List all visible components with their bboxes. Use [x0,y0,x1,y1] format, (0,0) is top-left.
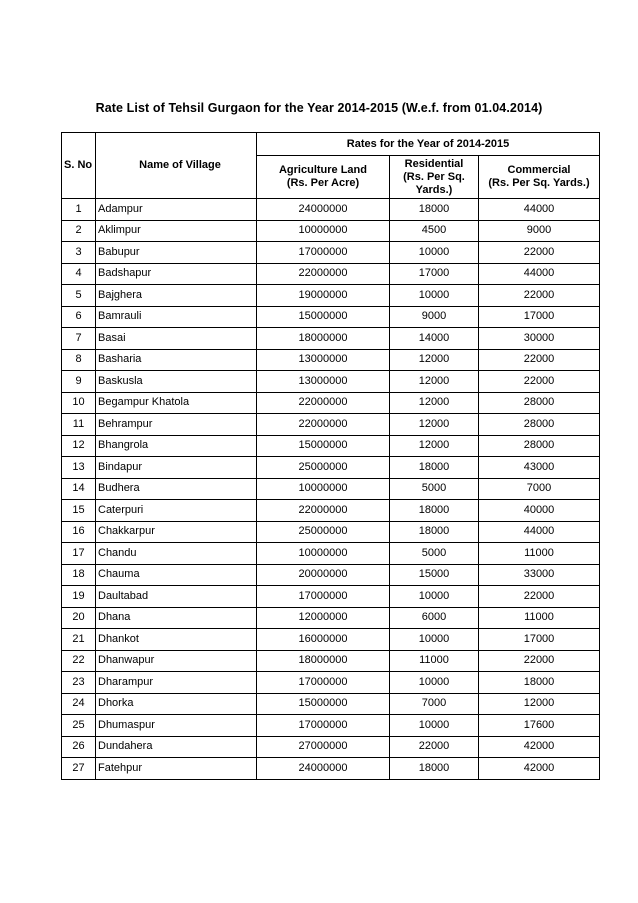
table-row [62,220,600,242]
commercial-rate-cell: 30000 [479,328,600,350]
commercial-rate-cell: 9000 [479,220,600,242]
agriculture-rate-cell: 22000000 [257,414,390,436]
agriculture-rate-cell: 17000000 [257,242,390,264]
agriculture-rate-cell: 20000000 [257,564,390,586]
serial-number-cell: 10 [62,392,96,414]
residential-header-line2: (Rs. Per Sq. [403,170,465,183]
table-row [62,349,600,371]
residential-rate-cell: 15000 [390,564,479,586]
residential-rate-cell: 10000 [390,715,479,737]
agriculture-rate-cell: 12000000 [257,607,390,629]
commercial-rate-cell: 22000 [479,242,600,264]
commercial-rate-cell: 22000 [479,586,600,608]
residential-rate-cell: 5000 [390,543,479,565]
serial-number-cell: 20 [62,607,96,629]
commercial-rate-cell: 44000 [479,199,600,221]
table-row [62,263,600,285]
serial-number-cell: 23 [62,672,96,694]
table-row [62,457,600,479]
table-row [62,371,600,393]
agriculture-rate-cell: 10000000 [257,543,390,565]
agriculture-rate-cell: 18000000 [257,650,390,672]
village-name-cell: Dhumaspur [96,715,257,737]
residential-rate-cell: 5000 [390,478,479,500]
commercial-rate-cell: 17600 [479,715,600,737]
residential-rate-cell: 4500 [390,220,479,242]
rate-table-body [62,199,600,780]
commercial-rate-cell: 42000 [479,736,600,758]
village-name-cell: Budhera [96,478,257,500]
residential-rate-cell: 12000 [390,392,479,414]
serial-number-cell: 11 [62,414,96,436]
serial-number-cell: 17 [62,543,96,565]
commercial-rate-cell: 17000 [479,629,600,651]
village-name-cell: Behrampur [96,414,257,436]
rates-group-header: Rates for the Year of 2014-2015 [257,133,600,156]
serial-number-cell: 6 [62,306,96,328]
village-name-cell: Bajghera [96,285,257,307]
table-row [62,285,600,307]
table-row [62,500,600,522]
residential-rate-cell: 18000 [390,500,479,522]
agriculture-rate-cell: 22000000 [257,500,390,522]
residential-rate-cell: 9000 [390,306,479,328]
agriculture-rate-cell: 10000000 [257,220,390,242]
agriculture-rate-cell: 10000000 [257,478,390,500]
residential-rate-cell: 11000 [390,650,479,672]
agriculture-rate-cell: 19000000 [257,285,390,307]
agriculture-header-line2: (Rs. Per Acre) [286,177,360,189]
residential-rate-cell: 18000 [390,457,479,479]
agriculture-rate-cell: 22000000 [257,263,390,285]
table-row [62,328,600,350]
agriculture-rate-cell: 17000000 [257,586,390,608]
table-row [62,414,600,436]
agriculture-rate-cell: 15000000 [257,435,390,457]
commercial-rate-cell: 22000 [479,371,600,393]
village-name-cell: Basharia [96,349,257,371]
residential-rate-cell: 12000 [390,371,479,393]
serial-number-cell: 5 [62,285,96,307]
village-name-cell: Baskusla [96,371,257,393]
residential-rate-cell: 22000 [390,736,479,758]
village-name-cell: Dundahera [96,736,257,758]
agriculture-rate-cell: 22000000 [257,392,390,414]
table-row [62,650,600,672]
serial-number-cell: 13 [62,457,96,479]
serial-number-cell: 9 [62,371,96,393]
table-row [62,564,600,586]
table-row [62,693,600,715]
commercial-rate-cell: 11000 [479,607,600,629]
commercial-rate-cell: 40000 [479,500,600,522]
agriculture-rate-cell: 24000000 [257,199,390,221]
serial-number-cell: 27 [62,758,96,780]
village-name-cell: Chakkarpur [96,521,257,543]
serial-number-cell: 25 [62,715,96,737]
agriculture-rate-cell: 18000000 [257,328,390,350]
table-row [62,758,600,780]
table-row [62,306,600,328]
agriculture-rate-cell: 15000000 [257,306,390,328]
rate-table [61,132,600,780]
village-name-cell: Basai [96,328,257,350]
table-row [62,435,600,457]
village-name-cell: Bhangrola [96,435,257,457]
serial-number-cell: 8 [62,349,96,371]
residential-header-line1: Residential [404,157,464,170]
table-row [62,672,600,694]
agriculture-rate-cell: 15000000 [257,693,390,715]
residential-rate-cell: 12000 [390,349,479,371]
village-name-cell: Begampur Khatola [96,392,257,414]
village-name-cell: Babupur [96,242,257,264]
residential-rate-cell: 17000 [390,263,479,285]
commercial-rate-cell: 17000 [479,306,600,328]
serial-number-cell: 1 [62,199,96,221]
residential-rate-cell: 10000 [390,242,479,264]
residential-rate-cell: 6000 [390,607,479,629]
residential-rate-cell: 14000 [390,328,479,350]
residential-header [390,156,479,199]
residential-rate-cell: 18000 [390,521,479,543]
serial-number-cell: 4 [62,263,96,285]
residential-header-line3: Yards.) [415,183,453,196]
serial-number-cell: 21 [62,629,96,651]
agriculture-rate-cell: 13000000 [257,349,390,371]
header-row-top [62,133,600,156]
commercial-rate-cell: 33000 [479,564,600,586]
table-row [62,715,600,737]
village-name-cell: Badshapur [96,263,257,285]
village-name-cell: Caterpuri [96,500,257,522]
residential-rate-cell: 12000 [390,435,479,457]
serial-number-cell: 12 [62,435,96,457]
serial-number-cell: 18 [62,564,96,586]
residential-rate-cell: 18000 [390,199,479,221]
agriculture-rate-cell: 13000000 [257,371,390,393]
agriculture-rate-cell: 17000000 [257,715,390,737]
serial-number-cell: 16 [62,521,96,543]
document-title: Rate List of Tehsil Gurgaon for the Year 2014-2015 (W.e.f. from 01.04.2014) [95,101,543,115]
agriculture-header-line1: Agriculture Land [278,164,367,176]
commercial-rate-cell: 18000 [479,672,600,694]
agriculture-header [257,156,390,199]
serial-number-cell: 2 [62,220,96,242]
commercial-rate-cell: 7000 [479,478,600,500]
residential-rate-cell: 10000 [390,629,479,651]
commercial-rate-cell: 43000 [479,457,600,479]
commercial-header-line2: (Rs. Per Sq. Yards.) [488,177,590,189]
table-row [62,543,600,565]
serial-number-cell: 15 [62,500,96,522]
table-row [62,199,600,221]
serial-number-cell: 7 [62,328,96,350]
agriculture-rate-cell: 25000000 [257,521,390,543]
village-name-cell: Dhana [96,607,257,629]
village-name-cell: Dhorka [96,693,257,715]
commercial-header-line1: Commercial [507,164,571,176]
village-name-cell: Chandu [96,543,257,565]
table-row [62,586,600,608]
serial-number-cell: 3 [62,242,96,264]
commercial-rate-cell: 44000 [479,263,600,285]
village-header: Name of Village [96,133,257,199]
agriculture-rate-cell: 25000000 [257,457,390,479]
commercial-rate-cell: 22000 [479,650,600,672]
village-name-cell: Adampur [96,199,257,221]
commercial-rate-cell: 28000 [479,414,600,436]
residential-rate-cell: 10000 [390,285,479,307]
residential-rate-cell: 10000 [390,672,479,694]
village-name-cell: Aklimpur [96,220,257,242]
table-row [62,607,600,629]
commercial-rate-cell: 42000 [479,758,600,780]
village-name-cell: Dharampur [96,672,257,694]
village-name-cell: Daultabad [96,586,257,608]
serial-number-cell: 14 [62,478,96,500]
village-name-cell: Dhanwapur [96,650,257,672]
serial-number-cell: 26 [62,736,96,758]
residential-rate-cell: 18000 [390,758,479,780]
table-row [62,242,600,264]
table-row [62,392,600,414]
residential-rate-cell: 7000 [390,693,479,715]
commercial-header [479,156,600,199]
table-row [62,629,600,651]
residential-rate-cell: 10000 [390,586,479,608]
commercial-rate-cell: 11000 [479,543,600,565]
agriculture-rate-cell: 24000000 [257,758,390,780]
village-name-cell: Bamrauli [96,306,257,328]
table-row [62,521,600,543]
sno-header: S. No [62,133,96,199]
commercial-rate-cell: 22000 [479,285,600,307]
table-row [62,478,600,500]
serial-number-cell: 24 [62,693,96,715]
village-name-cell: Chauma [96,564,257,586]
commercial-rate-cell: 28000 [479,435,600,457]
agriculture-rate-cell: 27000000 [257,736,390,758]
commercial-rate-cell: 44000 [479,521,600,543]
serial-number-cell: 22 [62,650,96,672]
village-name-cell: Bindapur [96,457,257,479]
commercial-rate-cell: 12000 [479,693,600,715]
serial-number-cell: 19 [62,586,96,608]
residential-rate-cell: 12000 [390,414,479,436]
agriculture-rate-cell: 16000000 [257,629,390,651]
village-name-cell: Dhankot [96,629,257,651]
commercial-rate-cell: 28000 [479,392,600,414]
agriculture-rate-cell: 17000000 [257,672,390,694]
commercial-rate-cell: 22000 [479,349,600,371]
village-name-cell: Fatehpur [96,758,257,780]
table-row [62,736,600,758]
